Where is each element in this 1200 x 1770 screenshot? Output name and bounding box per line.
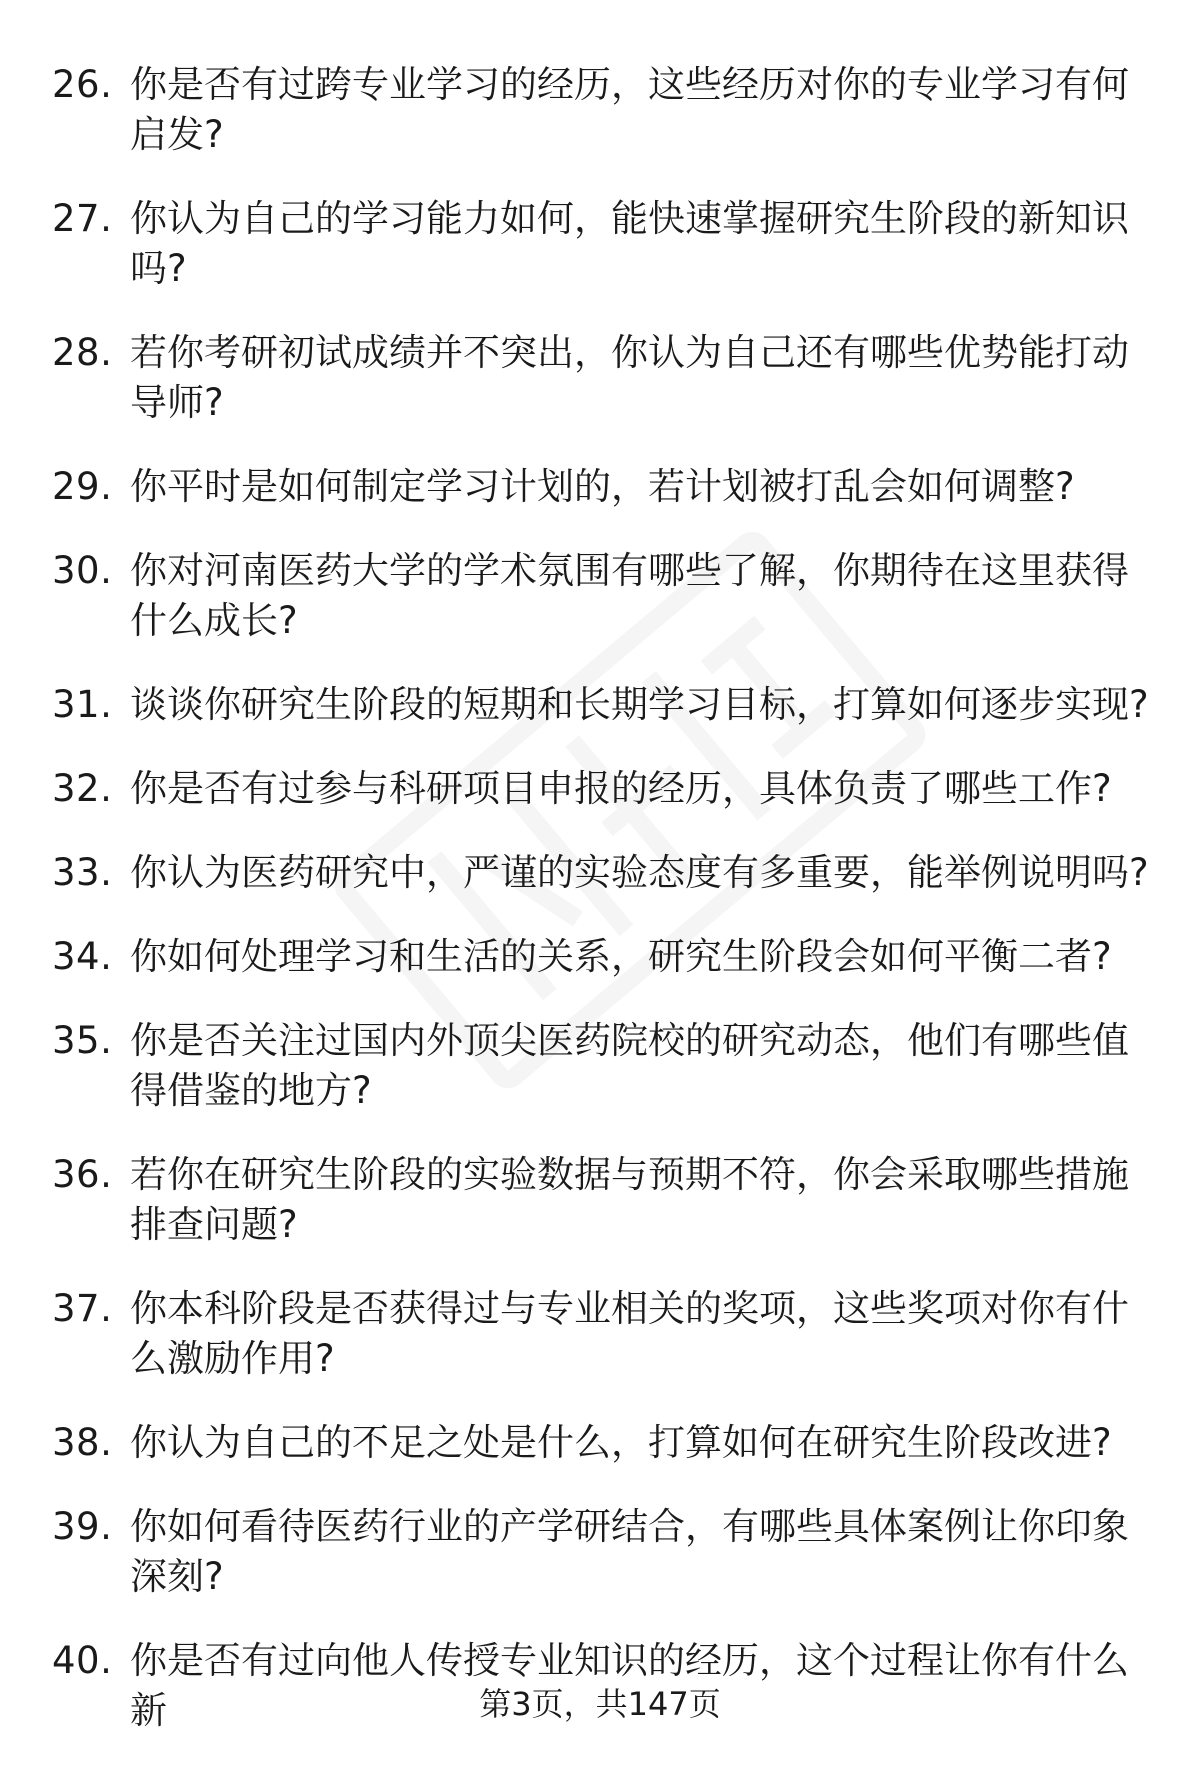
question-number: 32.: [52, 767, 113, 810]
question-item: [52, 1284, 1152, 1384]
question-text: 你平时是如何制定学习计划的，若计划被打乱会如何调整?: [130, 465, 1075, 508]
question-text: 若你在研究生阶段的实验数据与预期不符，你会采取哪些措施排查问题?: [130, 1153, 1129, 1246]
page-footer: [0, 1682, 1200, 1726]
question-number: 30.: [52, 549, 113, 592]
question-text: 你是否关注过国内外顶尖医药院校的研究动态，他们有哪些值得借鉴的地方?: [130, 1019, 1129, 1112]
question-number: 29.: [52, 465, 113, 508]
question-text: 你认为自己的不足之处是什么，打算如何在研究生阶段改进?: [130, 1421, 1112, 1464]
question-text: 你认为自己的学习能力如何，能快速掌握研究生阶段的新知识吗?: [130, 197, 1129, 290]
question-number: 40.: [52, 1639, 113, 1682]
question-list: [52, 60, 1152, 1770]
question-text: 你如何看待医药行业的产学研结合，有哪些具体案例让你印象深刻?: [130, 1505, 1129, 1598]
question-text: 谈谈你研究生阶段的短期和长期学习目标，打算如何逐步实现?: [130, 683, 1149, 726]
question-number: 31.: [52, 683, 113, 726]
question-item: [52, 328, 1152, 428]
question-text: 你是否有过跨专业学习的经历，这些经历对你的专业学习有何启发?: [130, 63, 1129, 156]
question-number: 34.: [52, 935, 113, 978]
question-item: [52, 194, 1152, 294]
question-text: 你是否有过参与科研项目申报的经历，具体负责了哪些工作?: [130, 767, 1112, 810]
question-item: [52, 1016, 1152, 1116]
question-item: [52, 932, 1152, 982]
question-item: [52, 1502, 1152, 1602]
question-text: 你如何处理学习和生活的关系，研究生阶段会如何平衡二者?: [130, 935, 1112, 978]
question-item: [52, 1150, 1152, 1250]
question-number: 37.: [52, 1287, 113, 1330]
question-item: [52, 848, 1152, 898]
question-item: [52, 462, 1152, 512]
question-number: 36.: [52, 1153, 113, 1196]
question-text: 若你考研初试成绩并不突出，你认为自己还有哪些优势能打动导师?: [130, 331, 1129, 424]
question-text: 你对河南医药大学的学术氛围有哪些了解，你期待在这里获得什么成长?: [130, 549, 1129, 642]
question-number: 39.: [52, 1505, 113, 1548]
question-item: [52, 764, 1152, 814]
question-number: 27.: [52, 197, 113, 240]
question-number: 28.: [52, 331, 113, 374]
question-number: 26.: [52, 63, 113, 106]
page-number-label: 第3页，共147页: [479, 1685, 721, 1723]
question-text: 你是否有过向他人传授专业知识的经历，这个过程让你有什么新: [130, 1639, 1129, 1732]
question-text: 你认为医药研究中，严谨的实验态度有多重要，能举例说明吗?: [130, 851, 1149, 894]
question-item: [52, 1418, 1152, 1468]
question-text: 你本科阶段是否获得过与专业相关的奖项，这些奖项对你有什么激励作用?: [130, 1287, 1129, 1380]
question-number: 35.: [52, 1019, 113, 1062]
question-item: [52, 680, 1152, 730]
question-item: [52, 60, 1152, 160]
question-item: [52, 546, 1152, 646]
question-number: 38.: [52, 1421, 113, 1464]
question-number: 33.: [52, 851, 113, 894]
